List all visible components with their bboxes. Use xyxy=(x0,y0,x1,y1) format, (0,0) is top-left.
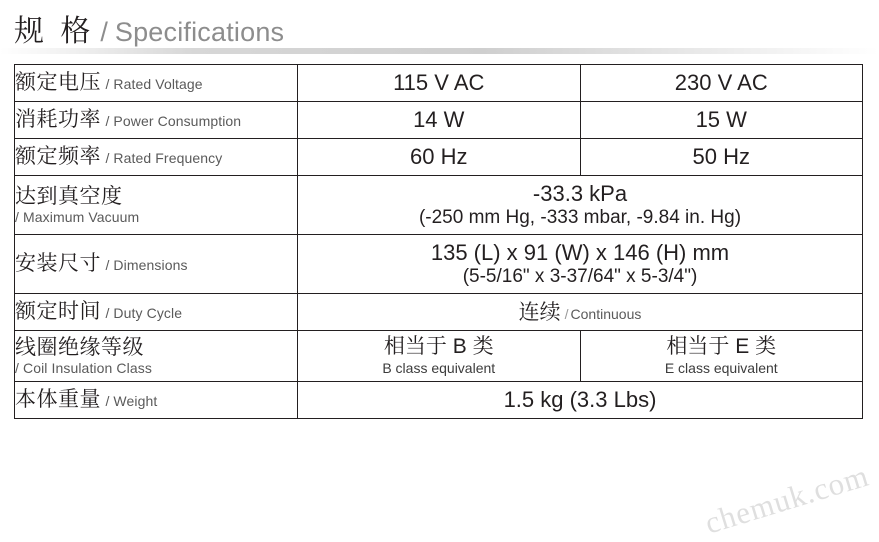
table-row xyxy=(15,331,863,382)
cell-duty-cycle: 连续 / Continuous xyxy=(298,294,863,331)
page-title-cn: 规 格 xyxy=(14,15,95,48)
label-cn: 达到真空度 xyxy=(15,185,123,209)
title-divider xyxy=(0,48,879,54)
label-en: / Duty Cycle xyxy=(105,305,183,322)
cell-maximum-vacuum xyxy=(298,176,863,235)
label-en: / Rated Frequency xyxy=(105,150,223,167)
cell-rated-frequency-230: 50 Hz xyxy=(580,139,863,176)
table-row xyxy=(15,65,863,102)
label-en: / Coil Insulation Class xyxy=(15,359,152,376)
label-en: / Maximum Vacuum xyxy=(15,208,140,225)
table-row xyxy=(15,176,863,235)
cell-power-consumption-115: 14 W xyxy=(298,102,581,139)
cell-rated-voltage-115: 115 V AC xyxy=(298,65,581,102)
row-label-weight xyxy=(15,382,298,419)
table-row xyxy=(15,294,863,331)
coil-class-230-en: E class equivalent xyxy=(664,360,778,377)
row-label-power-consumption xyxy=(15,102,298,139)
row-label-rated-voltage xyxy=(15,65,298,102)
cell-rated-frequency-115: 60 Hz xyxy=(298,139,581,176)
cell-coil-insulation-115 xyxy=(298,331,581,382)
cell-power-consumption-230: 15 W xyxy=(580,102,863,139)
cell-rated-voltage-230: 230 V AC xyxy=(580,65,863,102)
table-row xyxy=(15,102,863,139)
row-label-dimensions xyxy=(15,235,298,294)
row-label-coil-insulation-class xyxy=(15,331,298,382)
coil-class-115-en: B class equivalent xyxy=(382,360,496,377)
row-label-duty-cycle xyxy=(15,294,298,331)
label-en: / Rated Voltage xyxy=(105,76,203,93)
vacuum-value-sub: (-250 mm Hg, -333 mbar, -9.84 in. Hg) xyxy=(418,206,742,228)
label-cn: 安装尺寸 xyxy=(15,252,101,276)
cell-weight: 1.5 kg (3.3 Lbs) xyxy=(298,382,863,419)
page-title-en: Specifications xyxy=(114,17,285,47)
label-cn: 额定时间 xyxy=(15,300,101,324)
coil-class-230-cn: 相当于 E 类 xyxy=(666,335,777,359)
page-title xyxy=(0,0,879,46)
vacuum-value-main: -33.3 kPa xyxy=(532,181,628,207)
title-separator: / xyxy=(100,17,108,47)
label-en: / Dimensions xyxy=(105,257,188,274)
label-cn: 消耗功率 xyxy=(15,108,101,132)
label-en: / Power Consumption xyxy=(105,113,242,130)
watermark: chemuk.com xyxy=(700,457,873,541)
specifications-table xyxy=(14,64,863,419)
label-cn: 额定频率 xyxy=(15,145,101,169)
cell-coil-insulation-230 xyxy=(580,331,863,382)
dimensions-value-sub: (5-5/16" x 3-37/64" x 5-3/4") xyxy=(462,265,698,287)
table-row xyxy=(15,139,863,176)
row-label-rated-frequency xyxy=(15,139,298,176)
dimensions-value-main: 135 (L) x 91 (W) x 146 (H) mm xyxy=(430,240,730,266)
table-row xyxy=(15,235,863,294)
label-cn: 线圈绝缘等级 xyxy=(15,336,144,360)
cell-dimensions xyxy=(298,235,863,294)
label-cn: 额定电压 xyxy=(15,71,101,95)
duty-cycle-en: Continuous xyxy=(570,305,642,322)
label-cn: 本体重量 xyxy=(15,388,101,412)
table-row xyxy=(15,382,863,419)
coil-class-115-cn: 相当于 B 类 xyxy=(383,335,494,359)
row-label-maximum-vacuum xyxy=(15,176,298,235)
label-en: / Weight xyxy=(105,393,158,410)
duty-cycle-cn: 连续 xyxy=(518,300,561,324)
